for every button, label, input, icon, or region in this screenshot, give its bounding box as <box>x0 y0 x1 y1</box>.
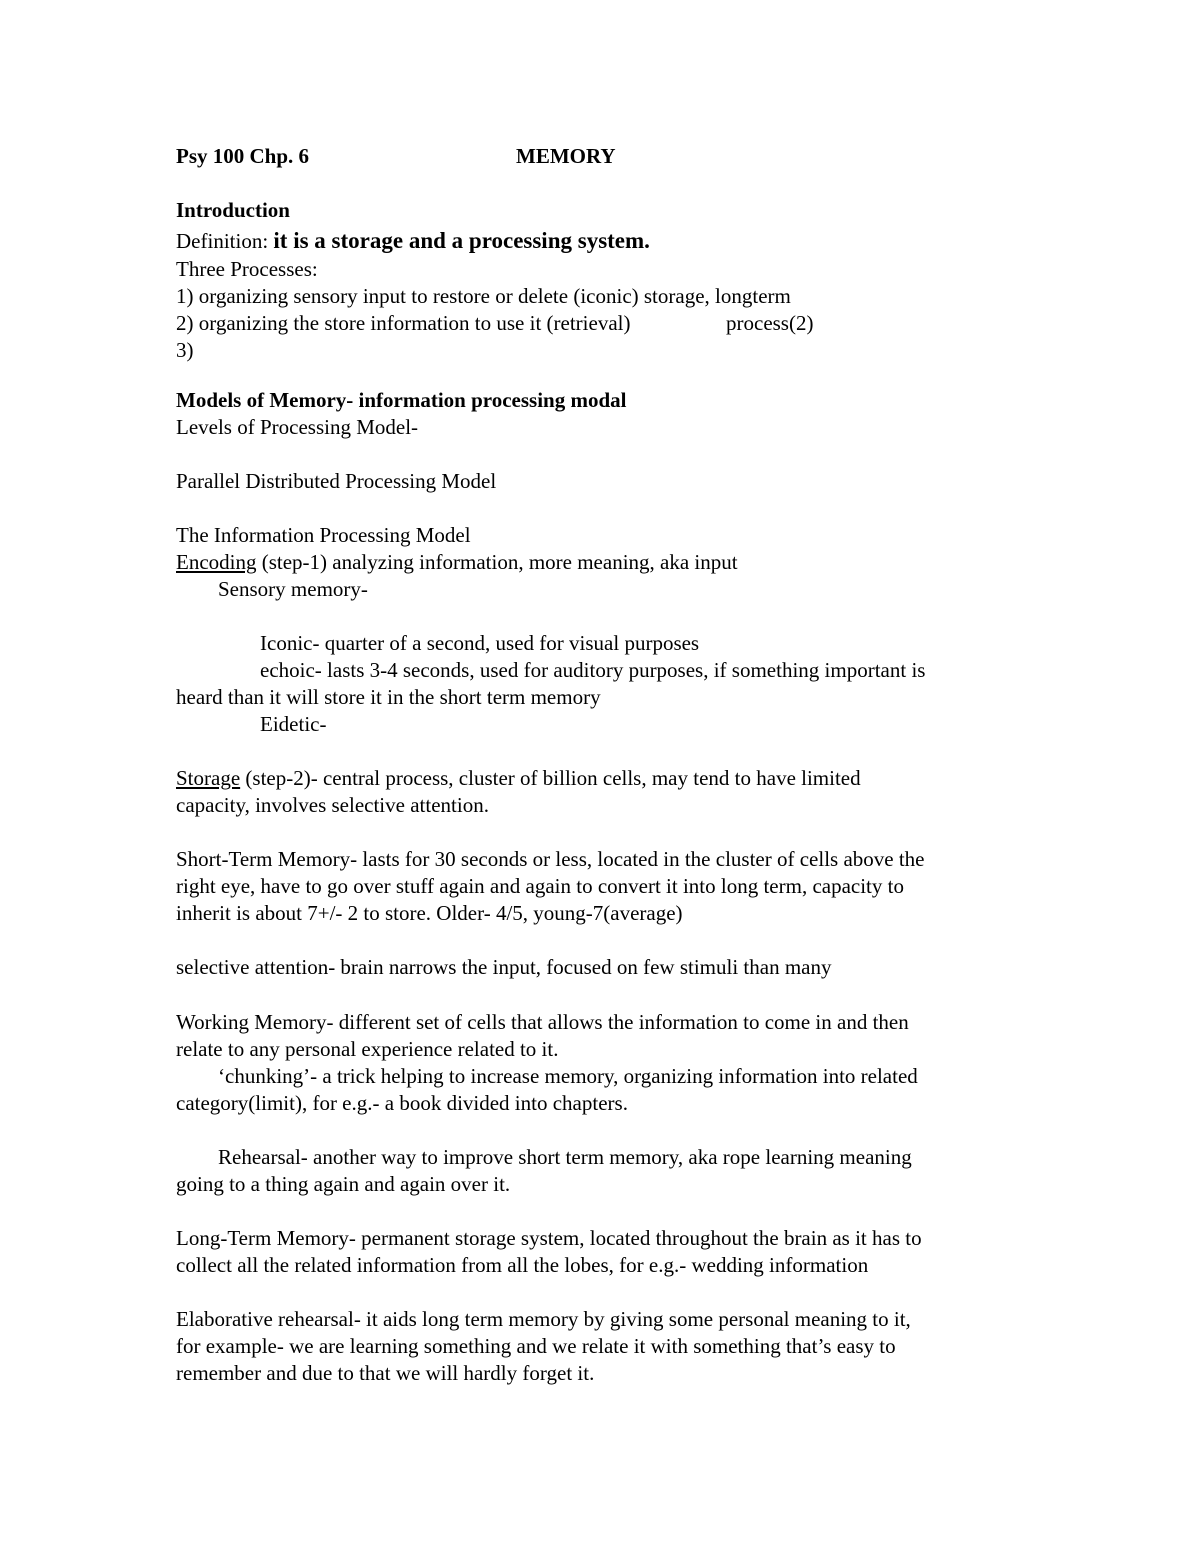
topic-title-line <box>516 143 616 170</box>
parallel-model: Parallel Distributed Processing Model <box>176 469 497 493</box>
encoding-rest: (step-1) analyzing information, more meaning, aka input <box>256 550 738 574</box>
encoding-term: Encoding <box>176 550 257 574</box>
long-term-line-2: collect all the related information from all the lobes, for e.g.- wedding information <box>176 1253 869 1277</box>
elaborative-line-1: Elaborative rehearsal- it aids long term memory by giving some personal meaning to it, <box>176 1307 911 1331</box>
levels-model: Levels of Processing Model- <box>176 415 419 439</box>
process-item-2-note: process(2) <box>726 311 814 335</box>
intro-heading: Introduction <box>176 198 290 222</box>
topic-title: MEMORY <box>516 144 616 168</box>
short-term-line-2: right eye, have to go over stuff again and again to convert it into long term, capacity to <box>176 874 904 898</box>
info-processing-model: The Information Processing Model <box>176 523 471 547</box>
short-term-line-1: Short-Term Memory- lasts for 30 seconds or less, located in the cluster of cells above the <box>176 847 925 871</box>
working-memory-line-1: Working Memory- different set of cells that allows the information to come in and then <box>176 1010 909 1034</box>
elaborative-line-2: for example- we are learning something and we relate it with something that’s easy to <box>176 1334 896 1358</box>
three-processes: Three Processes: <box>176 257 318 281</box>
elaborative-line-3: remember and due to that we will hardly forget it. <box>176 1361 595 1385</box>
storage-rest: (step-2)- central process, cluster of billion cells, may tend to have limited <box>240 766 861 790</box>
echoic-line-2: heard than it will store it in the short term memory <box>176 685 601 709</box>
long-term-line-1: Long-Term Memory- permanent storage system, located throughout the brain as it has to <box>176 1226 922 1250</box>
definition-line <box>176 227 650 255</box>
encoding-line <box>176 549 738 576</box>
header-line <box>176 143 309 170</box>
chunking-line-2: category(limit), for e.g.- a book divided into chapters. <box>176 1091 628 1115</box>
definition-text: it is a storage and a processing system. <box>273 228 650 253</box>
rehearsal-line-1: Rehearsal- another way to improve short term memory, aka rope learning meaning <box>218 1145 912 1169</box>
sensory-memory: Sensory memory- <box>218 577 368 601</box>
storage-term: Storage <box>176 766 241 790</box>
eidetic-line: Eidetic- <box>260 712 327 736</box>
process-item-3: 3) <box>176 338 194 362</box>
working-memory-line-2: relate to any personal experience related to it. <box>176 1037 559 1061</box>
models-heading: Models of Memory- information processing modal <box>176 388 627 412</box>
chunking-line-1: ‘chunking’- a trick helping to increase memory, organizing information into related <box>218 1064 918 1088</box>
process-item-1: 1) organizing sensory input to restore or delete (iconic) storage, longterm <box>176 284 791 308</box>
storage-line-2: capacity, involves selective attention. <box>176 793 489 817</box>
process-item-2: 2) organizing the store information to use it (retrieval) <box>176 311 631 335</box>
course-title: Psy 100 Chp. 6 <box>176 144 310 168</box>
echoic-line-1: echoic- lasts 3-4 seconds, used for auditory purposes, if something important is <box>260 658 926 682</box>
storage-line-1 <box>176 765 861 792</box>
short-term-line-3: inherit is about 7+/- 2 to store. Older- 4/5, young-7(average) <box>176 901 683 925</box>
definition-label: Definition: <box>176 229 274 253</box>
iconic-line: Iconic- quarter of a second, used for visual purposes <box>260 631 700 655</box>
selective-attention-line: selective attention- brain narrows the input, focused on few stimuli than many <box>176 955 832 979</box>
rehearsal-line-2: going to a thing again and again over it. <box>176 1172 511 1196</box>
